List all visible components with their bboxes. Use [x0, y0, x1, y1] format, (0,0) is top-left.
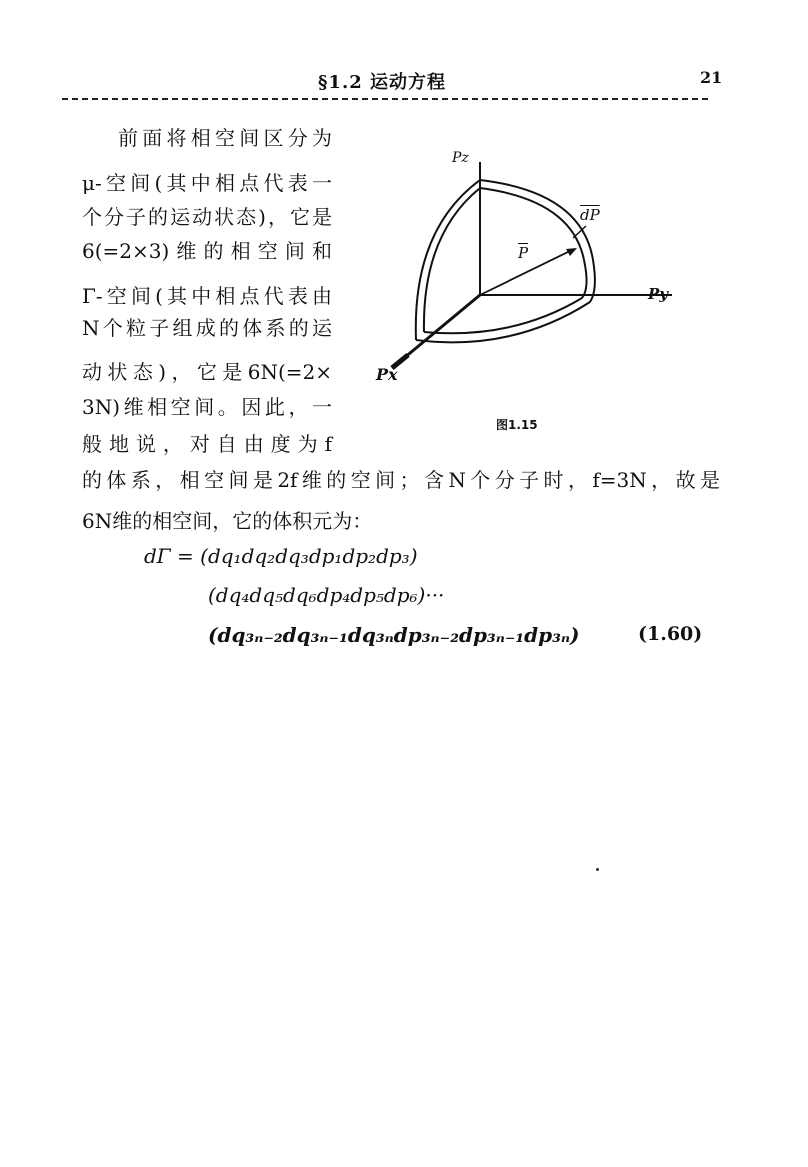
figure-1-15	[372, 140, 712, 440]
figure-caption: 图1.15	[496, 418, 538, 432]
equation-line: (dq₃ₙ₋₂dq₃ₙ₋₁dq₃ₙdp₃ₙ₋₂dp₃ₙ₋₁dp₃ₙ)	[208, 623, 580, 647]
vector-label-dp: $\overline{dP}$	[580, 206, 600, 224]
text-line: μ-空间(其中相点代表一	[82, 171, 332, 195]
text-line: N个粒子组成的体系的运	[82, 316, 332, 340]
axis-label-px: Px	[376, 365, 398, 384]
section-title: §1.2 运动方程	[318, 72, 446, 93]
vector-label-p: $\overline{P}$	[518, 244, 529, 262]
page-number: 21	[700, 68, 723, 87]
text-line: 个分子的运动状态)，它是	[82, 205, 332, 229]
equation-line: dΓ = (dq₁dq₂dq₃dp₁dp₂dp₃)	[144, 544, 418, 568]
text-line: Γ-空间(其中相点代表由	[82, 284, 332, 308]
equation-number: (1.60)	[638, 623, 703, 645]
running-header	[0, 68, 808, 92]
header-rule	[62, 98, 708, 100]
text-line: 动状态)，它是6N(=2×	[82, 360, 332, 384]
equation-line: (dq₄dq₅dq₆dp₄dp₅dp₆)···	[208, 583, 445, 607]
text-line: 6N维的相空间，它的体积元为：	[82, 509, 373, 533]
text-line: 6(=2×3)维的相空间和	[82, 239, 332, 263]
text-line: 般地说，对自由度为f	[82, 432, 332, 456]
text-line: 前面将相空间区分为	[118, 126, 332, 150]
axis-label-py: Py	[648, 285, 668, 303]
text-line: 的体系，相空间是2f维的空间；含N个分子时，f=3N，故是	[82, 468, 720, 492]
scan-speck	[596, 868, 599, 871]
text-line: 3N)维相空间。因此，一	[82, 395, 332, 419]
axis-label-pz: Pz	[452, 150, 469, 166]
